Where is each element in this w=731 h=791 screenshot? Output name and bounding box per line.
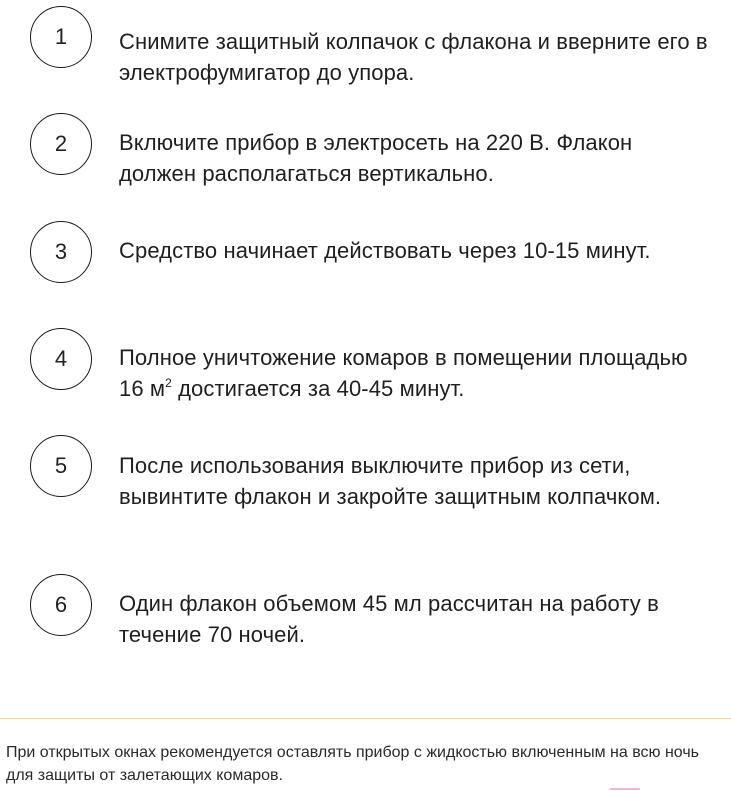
step-text-part: Полное уничтожение комаров в помещении площадью 16 м (119, 345, 688, 401)
step-text-part: достигается за 40-45 минут. (171, 376, 465, 401)
decorative-mark (610, 788, 640, 790)
step-number-circle: 3 (30, 221, 92, 283)
step-text: Включите прибор в электросеть на 220 В. Флакон должен располагаться вертикально. (119, 130, 633, 186)
step-item-1 (30, 6, 720, 85)
footnote-text: При открытых окнах рекомендуется оставлять прибор с жидкостью включенным на всю ночь для защиты от залетающих комаров. (6, 744, 700, 784)
step-number-circle: 1 (30, 6, 92, 68)
square-superscript: 2 (165, 376, 172, 390)
step-number-circle: 5 (30, 435, 92, 497)
step-item-3 (30, 221, 720, 291)
step-text: После использования выключите прибор из сети, вывинтите флакон и закройте защитным колпачком. (119, 453, 662, 509)
step-item-4 (30, 328, 720, 401)
step-number-circle: 4 (30, 328, 92, 390)
step-text: Один флакон объемом 45 мл рассчитан на работу в течение 70 ночей. (119, 591, 659, 647)
section-divider (0, 718, 731, 719)
step-number-circle: 6 (30, 574, 92, 636)
step-item-6 (30, 574, 720, 647)
step-text (119, 342, 709, 408)
step-item-5 (30, 435, 720, 509)
step-text: Снимите защитный колпачок с флакона и вверните его в электрофумигатор до упора. (119, 29, 708, 85)
step-text: Средство начинает действовать через 10-15 минут. (119, 238, 651, 263)
step-number-circle: 2 (30, 113, 92, 175)
step-item-2 (30, 113, 720, 186)
